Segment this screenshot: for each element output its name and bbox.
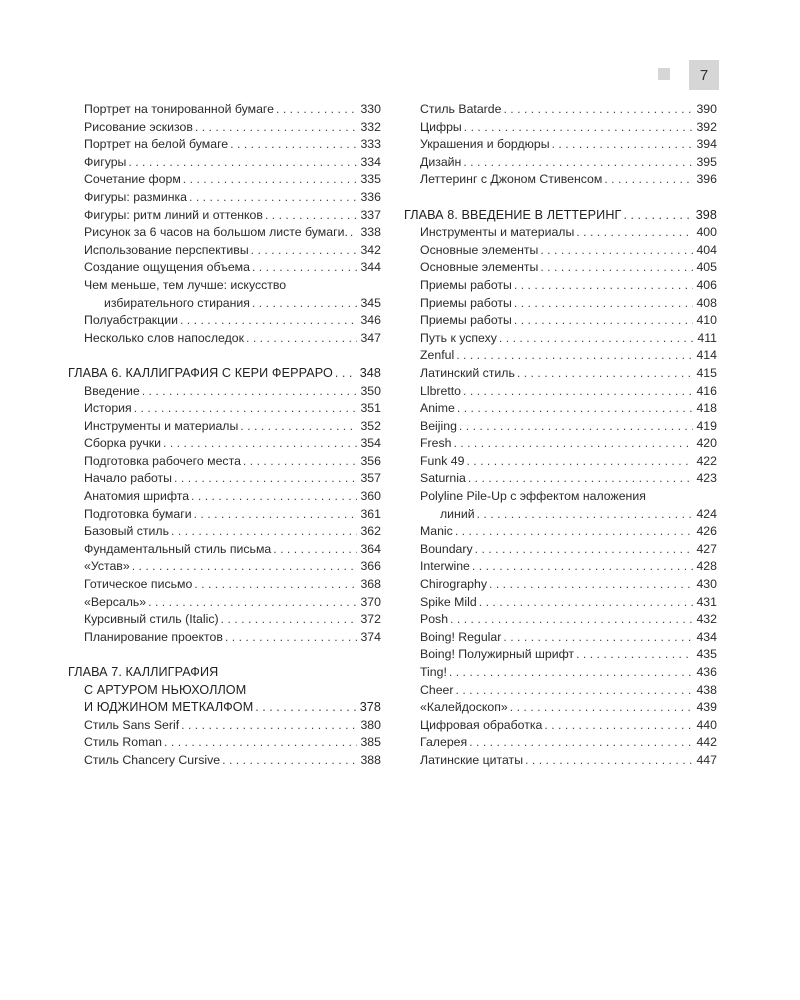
toc-dot-leader <box>450 611 693 629</box>
toc-entry[interactable] <box>404 629 717 647</box>
toc-entry-title: «Калейдоскоп» <box>420 700 508 715</box>
toc-entry-title: Стиль Chancery Cursive <box>84 752 221 767</box>
toc-dot-leader <box>181 717 357 735</box>
toc-page-number: 350 <box>360 383 381 398</box>
toc-left-column <box>68 101 381 770</box>
toc-entry[interactable] <box>68 752 381 770</box>
toc-entry[interactable] <box>68 611 381 629</box>
toc-page-number: 372 <box>360 612 381 627</box>
toc-chapter-heading[interactable] <box>404 207 717 225</box>
toc-dot-leader <box>273 541 357 559</box>
toc-entry[interactable] <box>68 734 381 752</box>
toc-dot-leader <box>194 506 357 524</box>
toc-dot-leader <box>189 189 357 207</box>
toc-dot-leader <box>623 207 693 225</box>
toc-page-number: 442 <box>696 735 717 750</box>
toc-dot-leader <box>174 470 357 488</box>
toc-entry[interactable] <box>68 224 381 242</box>
toc-page-number: 334 <box>360 154 381 169</box>
toc-page-number: 392 <box>696 119 717 134</box>
toc-entry-title: Латинский стиль <box>420 365 515 380</box>
toc-page-number: 380 <box>360 717 381 732</box>
toc-entry-title: Boundary <box>420 541 473 556</box>
toc-dot-leader <box>459 418 693 436</box>
toc-entry[interactable] <box>68 506 381 524</box>
toc-entry[interactable] <box>404 717 717 735</box>
toc-entry[interactable] <box>68 242 381 260</box>
toc-entry[interactable] <box>68 259 381 277</box>
toc-dot-leader <box>191 488 357 506</box>
toc-entry[interactable] <box>68 312 381 330</box>
toc-page-number: 366 <box>360 559 381 574</box>
toc-entry-title: Создание ощущения объема <box>84 260 250 275</box>
toc-entry-title: Использование перспективы <box>84 242 249 257</box>
toc-entry-title: Cheer <box>420 682 454 697</box>
toc-entry-title: Инструменты и материалы <box>420 225 575 240</box>
toc-page-number: 408 <box>696 295 717 310</box>
toc-entry-title: Сборка ручки <box>84 436 162 451</box>
toc-page-number: 345 <box>360 295 381 310</box>
toc-page-number: 374 <box>360 629 381 644</box>
toc-entry[interactable] <box>404 312 717 330</box>
toc-entry-title: Инструменты и материалы <box>84 418 239 433</box>
toc-dot-leader <box>544 717 693 735</box>
toc-entry-title: Базовый стиль <box>84 524 169 539</box>
toc-entry[interactable] <box>68 171 381 189</box>
toc-page-number: 335 <box>360 172 381 187</box>
toc-entry[interactable] <box>68 418 381 436</box>
toc-entry-title: Приемы работы <box>420 277 512 292</box>
toc-dot-leader <box>469 734 693 752</box>
toc-entry[interactable] <box>404 699 717 717</box>
toc-entry-title: Рисование эскизов <box>84 119 193 134</box>
toc-page-number: 428 <box>696 559 717 574</box>
toc-entry[interactable] <box>404 435 717 453</box>
toc-entry-title: ГЛАВА 6. КАЛЛИГРАФИЯ С КЕРИ ФЕРРАРО <box>68 365 333 380</box>
toc-page-number: 333 <box>360 137 381 152</box>
toc-dot-leader <box>455 523 693 541</box>
toc-page-number: 342 <box>360 242 381 257</box>
toc-entry-title: Фигуры: ритм линий и оттенков <box>84 207 263 222</box>
toc-entry[interactable] <box>68 594 381 612</box>
toc-entry-title: Manic <box>420 524 453 539</box>
toc-dot-leader <box>514 295 693 313</box>
toc-dot-leader <box>576 224 693 242</box>
toc-dot-leader <box>240 418 357 436</box>
toc-page-number: 364 <box>360 541 381 556</box>
toc-page-number: 395 <box>696 154 717 169</box>
toc-dot-leader <box>171 523 357 541</box>
toc-dot-leader <box>252 295 357 313</box>
toc-dot-leader <box>468 470 693 488</box>
toc-dot-leader <box>183 171 357 189</box>
toc-dot-leader <box>499 330 693 348</box>
toc-page-number: 388 <box>360 752 381 767</box>
toc-entry[interactable] <box>68 629 381 647</box>
toc-dot-leader <box>477 506 693 524</box>
toc-page-number: 447 <box>696 752 717 767</box>
toc-entry-title: Латинские цитаты <box>420 752 524 767</box>
toc-page-number: 360 <box>360 489 381 504</box>
toc-page-number: 416 <box>696 383 717 398</box>
toc-dot-leader <box>552 136 693 154</box>
toc-entry-title: С АРТУРОМ НЬЮХОЛЛОМ <box>84 682 247 697</box>
toc-dot-leader <box>222 752 357 770</box>
toc-entry-title: Галерея <box>420 735 468 750</box>
toc-entry[interactable] <box>404 611 717 629</box>
toc-entry[interactable] <box>68 330 381 348</box>
toc-page-number: 344 <box>360 260 381 275</box>
toc-entry-title: Начало работы <box>84 471 173 486</box>
toc-dot-leader <box>453 435 693 453</box>
page-number: 7 <box>699 66 709 84</box>
toc-page-number: 346 <box>360 313 381 328</box>
toc-dot-leader <box>475 541 693 559</box>
toc-page-number: 332 <box>360 119 381 134</box>
toc-dot-leader <box>194 576 357 594</box>
toc-entry[interactable] <box>404 242 717 260</box>
toc-page-number: 414 <box>696 348 717 363</box>
toc-dot-leader <box>457 400 693 418</box>
toc-entry[interactable] <box>68 154 381 172</box>
toc-entry-title: Полуабстракции <box>84 313 178 328</box>
toc-entry-title: «Версаль» <box>84 594 147 609</box>
toc-entry-title: Saturnia <box>420 471 466 486</box>
toc-page-number: 423 <box>696 471 717 486</box>
toc-dot-leader <box>456 682 694 700</box>
toc-page-number: 354 <box>360 436 381 451</box>
toc-entry[interactable] <box>68 470 381 488</box>
toc-page-number: 336 <box>360 189 381 204</box>
toc-entry-title: Введение <box>84 383 140 398</box>
toc-page-number: 357 <box>360 471 381 486</box>
toc-page-number: 434 <box>696 629 717 644</box>
toc-page-number: 426 <box>696 524 717 539</box>
toc-entry-title: И ЮДЖИНОМ МЕТКАЛФОМ <box>84 700 254 715</box>
toc-entry[interactable] <box>68 295 381 313</box>
toc-page-number: 418 <box>696 401 717 416</box>
toc-dot-leader <box>514 277 693 295</box>
toc-entry[interactable] <box>404 119 717 137</box>
toc-dot-leader <box>132 558 357 576</box>
toc-entry-title: Курсивный стиль (Italic) <box>84 612 219 627</box>
toc-entry[interactable] <box>404 277 717 295</box>
toc-dot-leader <box>540 259 693 277</box>
toc-page-number: 406 <box>696 277 717 292</box>
toc-page-number: 439 <box>696 700 717 715</box>
toc-page-number: 431 <box>696 594 717 609</box>
toc-dot-leader <box>195 119 357 137</box>
toc-dot-leader <box>514 312 693 330</box>
toc-entry-title: ГЛАВА 8. ВВЕДЕНИЕ В ЛЕТТЕРИНГ <box>404 207 622 222</box>
toc-page-number: 361 <box>360 506 381 521</box>
toc-entry[interactable] <box>68 541 381 559</box>
toc-chapter-heading[interactable] <box>68 699 381 717</box>
toc-entry-title: Boing! Regular <box>420 629 502 644</box>
toc-page-number: 427 <box>696 541 717 556</box>
toc-entry-title: Стиль Batarde <box>420 102 502 116</box>
toc-dot-leader <box>472 558 693 576</box>
toc-dot-leader <box>163 435 357 453</box>
toc-dot-leader <box>128 154 357 172</box>
toc-entry-title: Основные элементы <box>420 242 539 257</box>
toc-entry-title: Анатомия шрифта <box>84 489 190 504</box>
toc-entry-title: Готическое письмо <box>84 577 193 592</box>
toc-page-number: 419 <box>696 418 717 433</box>
toc-page-number: 330 <box>360 102 381 116</box>
toc-dot-leader <box>503 629 693 647</box>
toc-entry-title: Портрет на тонированной бумаге <box>84 102 274 116</box>
toc-entry[interactable] <box>68 576 381 594</box>
toc-entry[interactable] <box>68 717 381 735</box>
toc-entry[interactable] <box>404 418 717 436</box>
toc-entry-title: Планирование проектов <box>84 629 223 644</box>
toc-page-number: 352 <box>360 418 381 433</box>
toc-entry-title: Beijing <box>420 418 457 433</box>
toc-entry-title: Ting! <box>420 665 447 679</box>
toc-entry[interactable] <box>404 224 717 242</box>
toc-dot-leader <box>255 699 357 717</box>
toc-entry[interactable] <box>68 488 381 506</box>
toc-entry-title: Фигуры <box>84 154 127 169</box>
toc-entry-title: Подготовка бумаги <box>84 506 192 521</box>
toc-entry-title: Подготовка рабочего места <box>84 453 241 468</box>
toc-dot-leader <box>221 611 357 629</box>
page-number-box <box>689 60 719 90</box>
toc-page-number: 400 <box>696 225 717 240</box>
toc-dot-leader <box>335 365 357 383</box>
toc-entry-title: Цифровая обработка <box>420 717 543 732</box>
toc-dot-leader <box>525 752 693 770</box>
toc-page-number: 378 <box>359 700 381 715</box>
toc-entry[interactable] <box>404 682 717 700</box>
toc-entry-title: Spike Mild <box>420 594 477 609</box>
toc-entry-title: Цифры <box>420 119 462 134</box>
toc-entry[interactable] <box>404 523 717 541</box>
toc-page-number: 420 <box>696 436 717 451</box>
toc-page-number: 347 <box>360 330 381 345</box>
toc-entry-title: Приемы работы <box>420 313 512 328</box>
toc-entry[interactable] <box>404 734 717 752</box>
toc-entry[interactable] <box>404 664 717 682</box>
toc-page-number: 351 <box>360 401 381 416</box>
toc-page-number: 390 <box>696 102 717 116</box>
toc-entry[interactable] <box>404 171 717 189</box>
toc-page-number: 394 <box>696 137 717 152</box>
toc-dot-leader <box>252 259 357 277</box>
toc-entry-title: Chirography <box>420 577 487 592</box>
toc-right-column <box>404 101 717 770</box>
toc-entry-title: Anime <box>420 401 455 416</box>
toc-entry-title: Сочетание форм <box>84 172 181 187</box>
toc-entry[interactable] <box>404 259 717 277</box>
toc-entry-title: Портрет на белой бумаге <box>84 137 229 152</box>
toc-dot-leader <box>463 383 693 401</box>
toc-page-number: 440 <box>696 717 717 732</box>
toc-entry-title: Путь к успеху <box>420 330 497 345</box>
toc-entry[interactable] <box>404 295 717 313</box>
toc-entry[interactable] <box>404 330 717 348</box>
toc-entry[interactable] <box>404 752 717 770</box>
toc-dot-leader <box>350 224 357 242</box>
toc-page-number: 404 <box>696 242 717 257</box>
toc-entry[interactable] <box>68 435 381 453</box>
toc-entry[interactable] <box>404 154 717 172</box>
page-corner-marker <box>658 68 670 80</box>
toc-page-number: 337 <box>360 207 381 222</box>
toc-page-number: 368 <box>360 577 381 592</box>
toc-entry-title: Украшения и бордюры <box>420 137 550 152</box>
toc-page-number: 398 <box>695 207 717 222</box>
toc-entry[interactable] <box>68 207 381 225</box>
toc-dot-leader <box>517 365 693 383</box>
toc-entry[interactable] <box>68 453 381 471</box>
toc-entry-title: «Устав» <box>84 559 130 574</box>
toc-entry-title: Чем меньше, тем лучше: искусство <box>84 277 287 292</box>
toc-dot-leader <box>456 347 693 365</box>
toc-entry-title: Приемы работы <box>420 295 512 310</box>
toc-page-number: 348 <box>359 365 381 380</box>
toc-entry-title: Основные элементы <box>420 260 539 275</box>
toc-entry-title: Несколько слов напоследок <box>84 330 244 345</box>
toc-page-number: 422 <box>696 453 717 468</box>
toc-chapter-heading[interactable] <box>68 365 381 383</box>
toc-page-number: 410 <box>696 313 717 328</box>
toc-entry-title: Стиль Sans Serif <box>84 717 180 732</box>
toc-dot-leader <box>466 453 693 471</box>
toc-dot-leader <box>180 312 357 330</box>
toc-dot-leader <box>449 664 693 682</box>
toc-page-number: 370 <box>360 594 381 609</box>
toc-entry-title: Interwine <box>420 559 470 574</box>
toc-page-number: 405 <box>696 260 717 275</box>
toc-entry[interactable] <box>404 488 717 506</box>
toc-page-number: 432 <box>696 612 717 627</box>
toc-entry-title: Funk 49 <box>420 453 465 468</box>
toc-entry[interactable] <box>68 101 381 119</box>
toc-page-number: 415 <box>696 365 717 380</box>
toc-dot-leader <box>265 207 357 225</box>
toc-page-number: 362 <box>360 524 381 539</box>
toc-entry-title: Фигуры: разминка <box>84 189 188 204</box>
toc-entry[interactable] <box>404 400 717 418</box>
toc-entry-title: Рисунок за 6 часов на большом листе бумаги. <box>84 225 348 240</box>
toc-spacer <box>68 347 381 365</box>
toc-spacer <box>68 646 381 664</box>
toc-dot-leader <box>251 242 357 260</box>
toc-entry[interactable] <box>68 400 381 418</box>
toc-dot-leader <box>489 576 693 594</box>
toc-entry-title: Posh <box>420 612 449 627</box>
toc-dot-leader <box>243 453 357 471</box>
toc-entry[interactable] <box>404 576 717 594</box>
toc-dot-leader <box>576 646 693 664</box>
toc-page-number: 438 <box>696 682 717 697</box>
toc-entry[interactable] <box>68 189 381 207</box>
toc-page-number: 396 <box>696 172 717 187</box>
toc-entry[interactable] <box>404 646 717 664</box>
toc-chapter-heading[interactable] <box>68 664 381 682</box>
toc-dot-leader <box>463 154 693 172</box>
toc-dot-leader <box>225 629 357 647</box>
toc-entry[interactable] <box>68 119 381 137</box>
toc-entry[interactable] <box>68 277 381 295</box>
toc-dot-leader <box>148 594 357 612</box>
toc-entry-title: Дизайн <box>420 154 462 169</box>
toc-entry[interactable] <box>68 523 381 541</box>
toc-dot-leader <box>230 136 357 154</box>
toc-entry-title: Boing! Полужирный шрифт <box>420 647 575 662</box>
toc-spacer <box>404 189 717 207</box>
toc-entry[interactable] <box>404 101 717 119</box>
toc-page-number: 385 <box>360 735 381 750</box>
toc-entry[interactable] <box>404 383 717 401</box>
toc-dot-leader <box>604 171 693 189</box>
toc-dot-leader <box>142 383 357 401</box>
toc-entry-title: Zenful <box>420 348 455 363</box>
toc-entry[interactable] <box>404 470 717 488</box>
toc-entry-title: Fresh <box>420 436 452 451</box>
toc-dot-leader <box>276 101 357 119</box>
toc-entry[interactable] <box>404 365 717 383</box>
toc-entry[interactable] <box>68 383 381 401</box>
toc-dot-leader <box>479 594 693 612</box>
toc-dot-leader <box>503 101 693 119</box>
toc-entry[interactable] <box>68 558 381 576</box>
toc-page-number: 435 <box>696 647 717 662</box>
toc-entry-title: История <box>84 401 132 416</box>
toc-entry-title: Llbretto <box>420 383 462 398</box>
toc-entry-title: избирательного стирания <box>104 295 250 310</box>
toc-dot-leader <box>246 330 357 348</box>
toc-dot-leader <box>510 699 693 717</box>
toc-entry-title: Polyline Pile-Up с эффектом наложения <box>420 489 646 504</box>
toc-entry-title: Стиль Roman <box>84 735 163 750</box>
toc-page-number: 338 <box>360 225 381 240</box>
toc-page-number: 424 <box>696 506 717 521</box>
toc-entry[interactable] <box>404 453 717 471</box>
toc-entry-title: ГЛАВА 7. КАЛЛИГРАФИЯ <box>68 665 219 679</box>
toc-page-number: 436 <box>696 665 717 679</box>
toc-entry[interactable] <box>404 136 717 154</box>
toc-dot-leader <box>540 242 693 260</box>
toc-entry[interactable] <box>404 558 717 576</box>
toc-entry[interactable] <box>404 594 717 612</box>
toc-page-number: 430 <box>696 577 717 592</box>
toc-entry-title: Фундаментальный стиль письма <box>84 541 272 556</box>
toc-entry[interactable] <box>68 136 381 154</box>
toc-dot-leader <box>464 119 693 137</box>
toc-dot-leader <box>134 400 357 418</box>
toc-entry[interactable] <box>404 347 717 365</box>
toc-entry[interactable] <box>404 541 717 559</box>
toc-entry-title: линий <box>440 506 475 521</box>
toc-entry[interactable] <box>404 506 717 524</box>
toc-dot-leader <box>164 734 357 752</box>
toc-page-number: 411 <box>697 330 717 345</box>
toc-entry-title: Леттеринг с Джоном Стивенсом <box>420 172 603 187</box>
toc-chapter-heading[interactable] <box>68 682 381 700</box>
toc-page-number: 356 <box>360 453 381 468</box>
